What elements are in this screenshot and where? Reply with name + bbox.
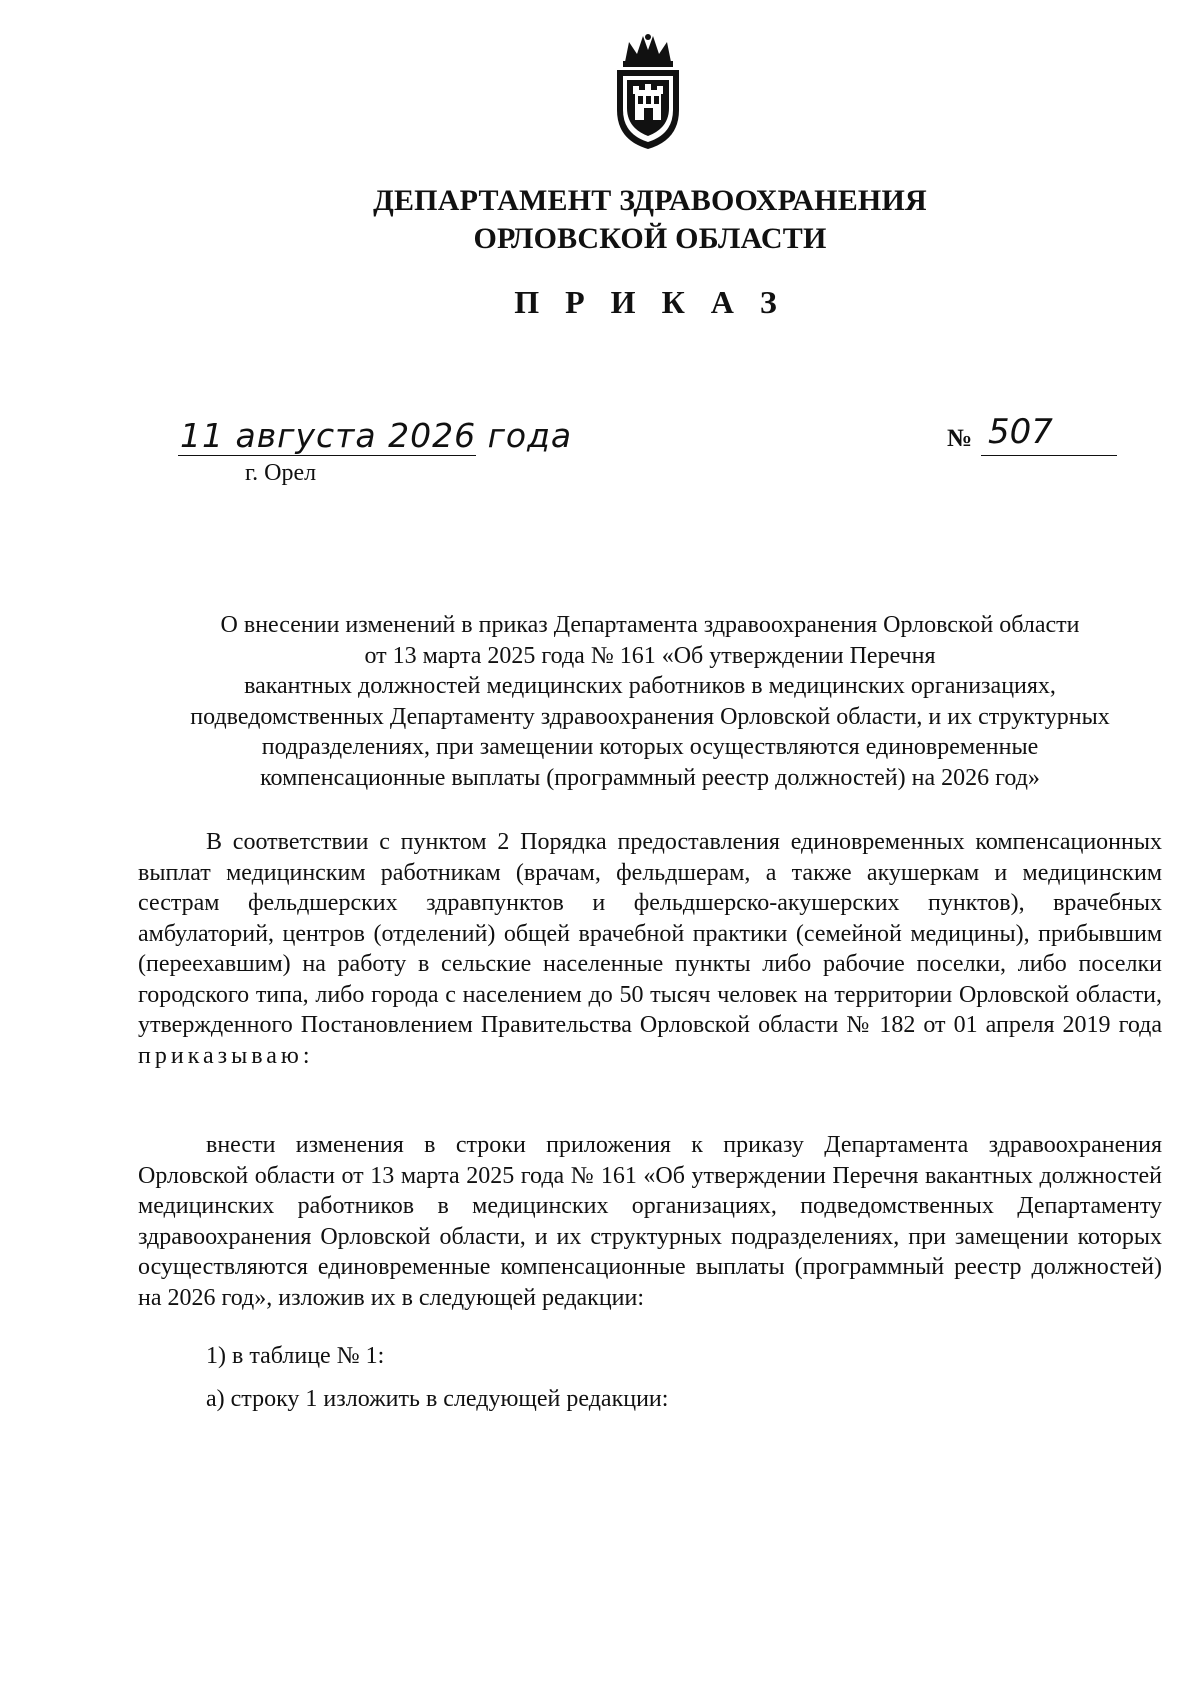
subject-line: от 13 марта 2025 года № 161 «Об утверждении Перечня xyxy=(364,642,936,669)
order-text: внести изменения в строки приложения к приказу Департамента здравоохранения Орловской области от 13 марта 2025 года № 161 «Об утверждении Перечня вакантных должностей медицинских работников в медицинских организациях, подведомственных Департаменту здравоохранения Орловской области, и их структурных подразделениях, при замещении которых осуществляются единовременные компенсационные выплаты (программный реестр должностей) на 2026 год», изложив их в следующей редакции: xyxy=(138,1132,1162,1311)
order-word: приказываю: xyxy=(138,1042,314,1069)
preamble-paragraph xyxy=(138,827,1162,1071)
preamble-text: В соответствии с пунктом 2 Порядка предоставления единовременных компенсационных выплат медицинским работникам (врачам, фельдшерам, а также акушеркам и медицинским сестрам фельдшерских здравпунктов и фельдшерско-акушерских пунктов), врачебных амбулаторий, центров (отделений) общей врачебной практики (семейной медицины), прибывшим (переехавшим) на работу в сельские населенные пункты либо рабочие поселки, либо поселки городского типа, либо города с населением до 50 тысяч человек на территории Орловской области, утвержденного Постановлением Правительства Орловской области № 182 от 01 апреля 2019 года xyxy=(138,829,1162,1038)
department-name-line-1: ДЕПАРТАМЕНТ ЗДРАВООХРАНЕНИЯ xyxy=(373,184,927,217)
subject-line: подразделениях, при замещении которых осуществляются единовременные xyxy=(261,734,1039,760)
list-item-row-1: а) строку 1 изложить в следующей редакции: xyxy=(206,1386,669,1412)
order-subject xyxy=(130,610,1170,793)
number-sign: № xyxy=(947,425,973,452)
document-type-title: П Р И К А З xyxy=(514,284,786,320)
coat-of-arms-emblem xyxy=(603,32,693,152)
subject-line: вакантных должностей медицинских работников в медицинских организациях, xyxy=(244,673,1056,699)
number-underline xyxy=(981,455,1117,456)
city-label: г. Орел xyxy=(245,460,317,486)
department-name-line-2: ОРЛОВСКОЙ ОБЛАСТИ xyxy=(473,222,827,255)
list-item-table-1: 1) в таблице № 1: xyxy=(206,1343,385,1369)
handwritten-order-number: 507 xyxy=(988,412,1053,452)
date-underline xyxy=(178,455,476,456)
subject-line: компенсационные выплаты (программный реестр должностей) на 2026 год» xyxy=(260,764,1040,791)
subject-line: подведомственных Департаменту здравоохранения Орловской области, и их структурных xyxy=(190,703,1110,730)
handwritten-date: 11 августа 2026 года xyxy=(180,416,573,455)
subject-line: О внесении изменений в приказ Департамента здравоохранения Орловской области xyxy=(220,612,1080,638)
order-paragraph xyxy=(138,1130,1162,1313)
